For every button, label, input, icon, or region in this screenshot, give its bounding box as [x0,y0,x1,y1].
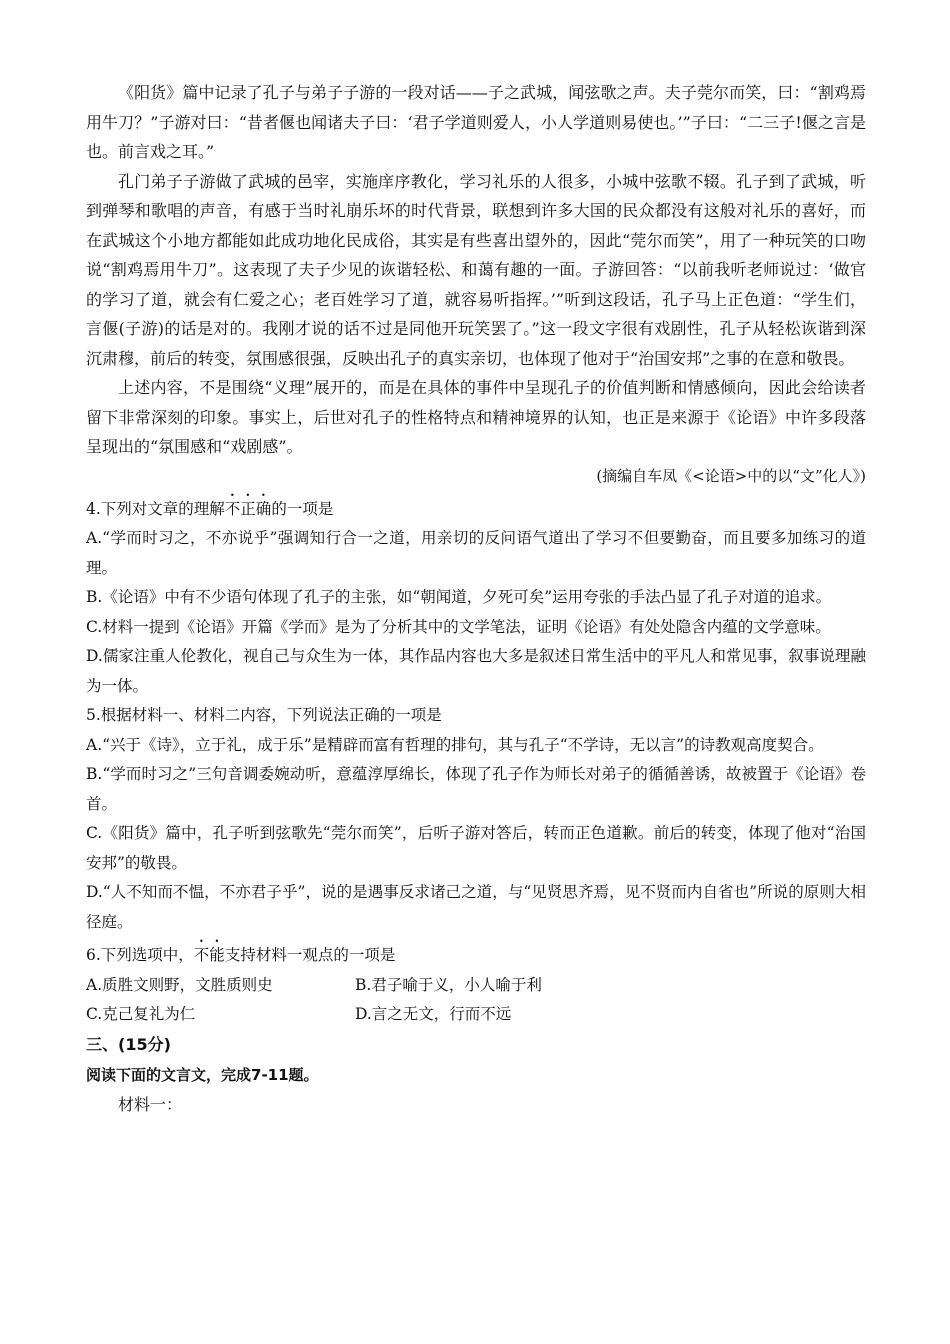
question-4-option-a[interactable]: A.“学而时习之，不亦说乎”强调知行合一之道，用亲切的反问语气道出了学习不但要勤奋，而且要多加练习的道理。 [86,529,866,577]
question-6-option-b[interactable]: B.君子喻于义，小人喻于利 [355,975,542,994]
question-5-option-d[interactable]: D.“人不知而不愠，不亦君子乎”，说的是遇事反求诸己之道，与“见贤思齐焉，见不贤而内自省也”所说的原则大相径庭。 [86,883,866,931]
question-5-option-a[interactable]: A.“兴于《诗》，立于礼，成于乐”是精辟而富有哲理的排句，其与孔子“不学诗，无以言”的诗教观高度契合。 [86,735,824,754]
passage-paragraph-2: 孔门弟子子游做了武城的邑宰，实施庠序教化，学习礼乐的人很多，小城中弦歌不辍。孔子到了武城，听到弹琴和歌唱的声音，有感于当时礼崩乐坏的时代背景，联想到许多大国的民众都没有这般对礼乐的喜好，而在武城这个小地方都能如此成功地化民成俗，其实是有些喜出望外的，因此“莞尔而笑”，用了一种玩笑的口吻说“割鸡焉用牛刀”。这表现了夫子少见的诙谐轻松、和蔼有趣的一面。子游回答：“以前我听老师说过：‘做官的学习了道，就会有仁爱之心；老百姓学习了道，就容易听指挥。’”听到这段话，孔子马上正色道：“学生们，言偃(子游)的话是对的。我刚才说的话不过是同他开玩笑罢了。”这一段文字很有戏剧性，孔子从轻松诙谐到深沉肃穆，前后的转变，氛围感很强，反映出孔子的真实亲切，也体现了他对于“治国安邦”之事的在意和敬畏。 [86,171,866,368]
passage-paragraph-1: 《阳货》篇中记录了孔子与弟子子游的一段对话——子之武城，闻弦歌之声。夫子莞尔而笑，曰：“割鸡焉用牛刀？”子游对曰：“昔者偃也闻诸夫子曰：‘君子学道则爱人，小人学道则易使也。’”子曰：“二三子!偃之言是也。前言戏之耳。” [86,83,866,161]
question-4-option-b[interactable]: B.《论语》中有不少语句体现了孔子的主张，如“朝闻道，夕死可矣”运用夸张的手法凸显了孔子对道的追求。 [86,588,832,606]
passage-paragraph-3: 上述内容，不是围绕“义理”展开的，而是在具体的事件中呈现孔子的价值判断和情感倾向，因此会给读者留下非常深刻的印象。事实上，后世对孔子的性格特点和精神境界的认知，也正是来源于《论语》中许多段落呈现出的“氛围感和“戏剧感”。 [86,378,866,456]
exam-page [86,78,866,1120]
question-4-emphasis: 不正确 [224,499,272,518]
question-5-option-c[interactable]: C.《阳货》篇中，孔子听到弦歌先“莞尔而笑”，后听子游对答后，转而正色道歉。前后的转变，体现了他对“治国安邦”的敬畏。 [86,824,866,872]
question-6-stem-start: 6.下列选项中， [86,946,194,964]
material-1-label: 材料一： [118,1094,183,1114]
question-6-stem [86,937,866,971]
question-4-stem [86,491,866,525]
question-6-option-a[interactable]: A.质胜文则野，文胜质则史 [86,975,273,994]
passage-source: (摘编自车凤《<论语>中的以“文”化人》) [596,466,866,485]
question-6-option-c[interactable]: C.克己复礼为仁 [86,1005,196,1023]
question-6-emphasis: 不能 [193,946,225,964]
question-6-options-row-1 [86,971,866,1001]
question-6-options-row-2 [86,1000,866,1030]
question-6-option-d[interactable]: D.言之无文，行而不远 [355,1005,512,1023]
question-4-stem-end: 的一项是 [271,499,334,518]
question-4-stem-start: 4.下列对文章的理解 [86,499,225,518]
question-5-stem: 5.根据材料一、材料二内容，下列说法正确的一项是 [86,706,442,724]
question-4-option-d[interactable]: D.儒家注重人伦教化，视自己与众生为一体，其作品内容也大多是叙述日常生活中的平凡人和常见事，叙事说理融为一体。 [86,647,866,695]
question-5-option-b[interactable]: B.“学而时习之”三句音调委婉动听，意蕴淳厚绵长，体现了孔子作为师长对弟子的循循善诱，故被置于《论语》卷首。 [86,765,866,813]
section-3-heading: 三、(15分) [86,1034,171,1054]
section-3-instruction: 阅读下面的文言文，完成7-11题。 [86,1065,319,1084]
question-6-stem-end: 支持材料一观点的一项是 [224,946,396,964]
question-4-option-c[interactable]: C.材料一提到《论语》开篇《学而》是为了分析其中的文学笔法，证明《论语》有处处隐含内蕴的文学意味。 [86,617,831,636]
